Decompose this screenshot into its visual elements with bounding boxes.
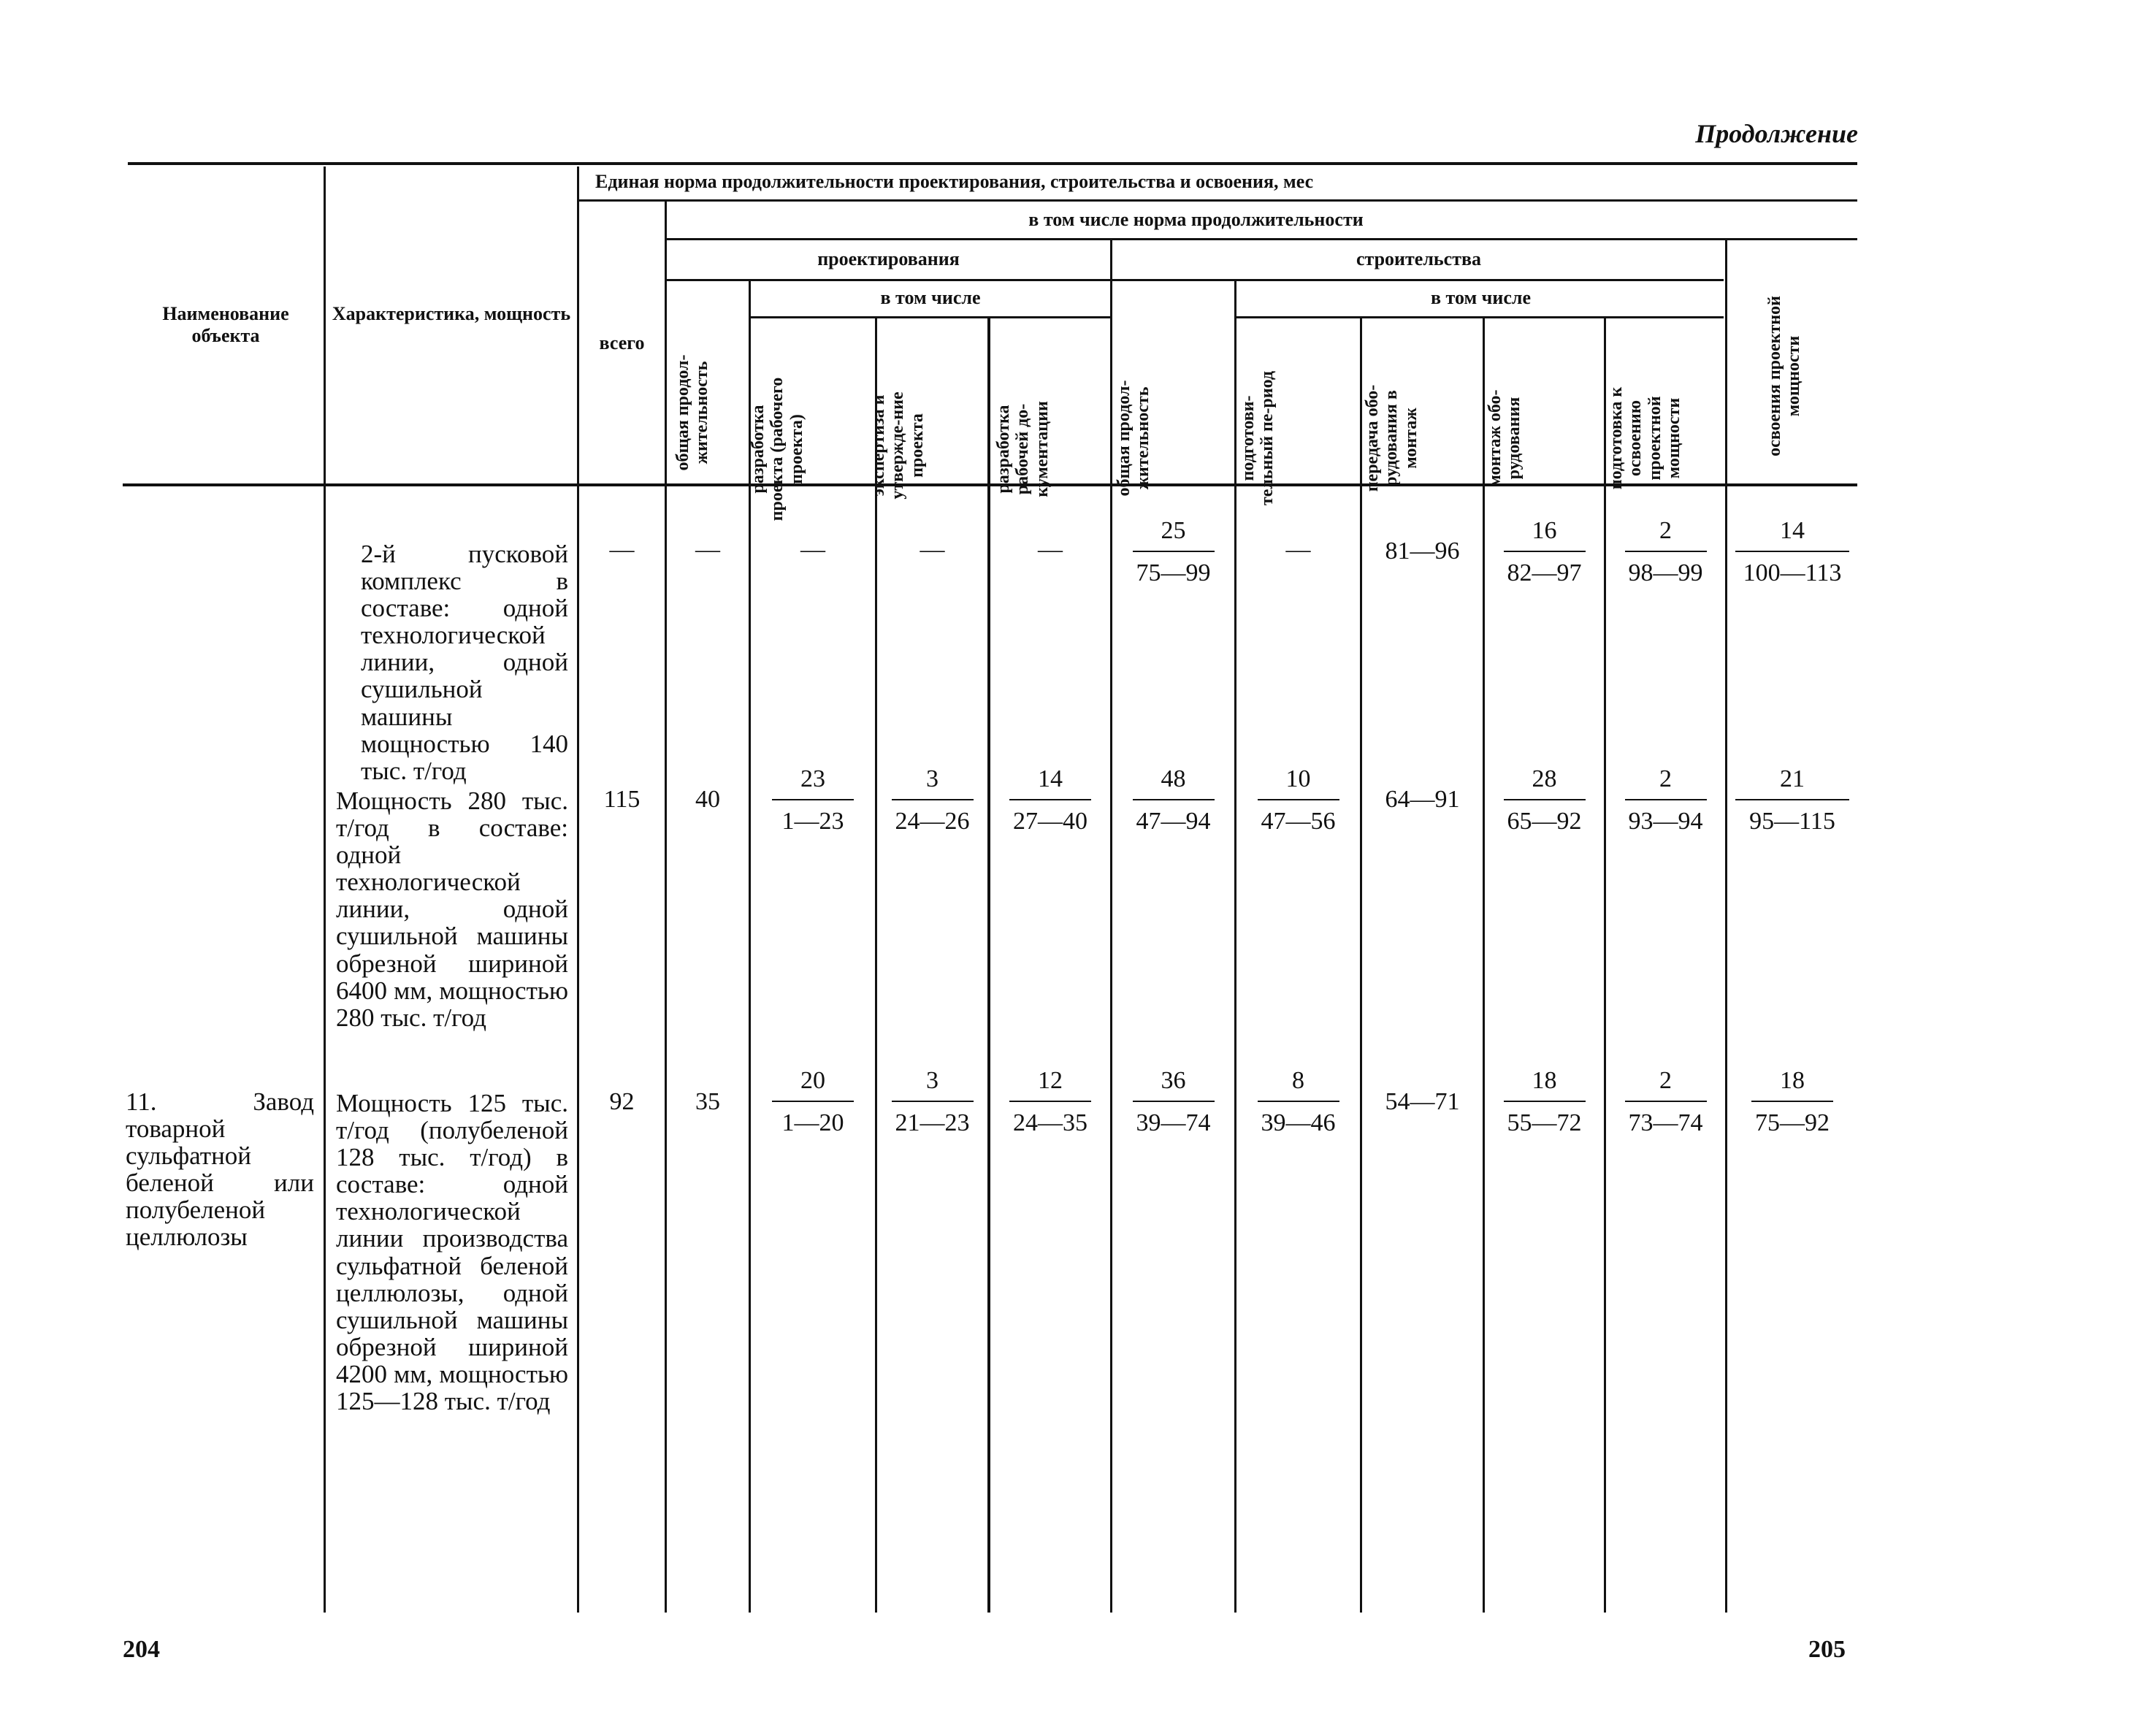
- cell-mastering: 18 75—92: [1727, 1068, 1857, 1136]
- header-design-expertise: экспертиза и утвержде-ние проекта: [869, 391, 927, 500]
- cell-constr-prep: 8 39—46: [1236, 1068, 1360, 1136]
- header-constr-installation: монтаж обо-рудования: [1486, 389, 1524, 487]
- header-including-design: в том числе: [880, 287, 981, 308]
- cell-constr-installation: 18 55—72: [1485, 1068, 1604, 1136]
- cell-constr-equipment-transfer: 64—91: [1385, 786, 1460, 813]
- cell-design-project: 20 1—20: [751, 1068, 875, 1136]
- cell-design-project: 23 1—23: [751, 767, 875, 834]
- header-constr-prep: подготови-тельный пе-риод: [1239, 370, 1277, 506]
- cell-total: 92: [609, 1088, 635, 1115]
- cell-constr-installation: 16 82—97: [1485, 519, 1604, 586]
- row-characteristic: 2-й пусковой комплекс в составе: одной технологической линии, одной сушильной машины мощностью 140 тыс. т/год: [361, 540, 568, 785]
- cell-mastering: 21 95—115: [1727, 767, 1857, 834]
- header-including-construction: в том числе: [1431, 287, 1531, 308]
- cell-constr-equipment-transfer: 81—96: [1385, 538, 1460, 565]
- cell-constr-prep-mastering: 2 98—99: [1606, 519, 1725, 586]
- cell-design-project: —: [800, 536, 825, 563]
- row-characteristic: Мощность 280 тыс. т/год в составе: одной технологической линии, одной сушильной машины обрезной шириной 6400 мм, мощностью 280 тыс. т/год: [336, 787, 568, 1032]
- header-constr-equipment-transfer: передача обо-рудования в монтаж: [1363, 384, 1421, 492]
- header-characteristic: Характеристика, мощность: [332, 303, 571, 324]
- object-name: 11. Завод товарной сульфатной беленой или полубеленой целлюлозы: [126, 1087, 314, 1252]
- cell-constr-prep-mastering: 2 93—94: [1606, 767, 1725, 834]
- cell-total: —: [609, 536, 635, 563]
- cell-design-expertise: —: [920, 536, 945, 563]
- header-unified-norm: Единая норма продолжительности проектирования, строительства и освоения, мес: [595, 171, 1314, 192]
- cell-constr-equipment-transfer: 54—71: [1385, 1088, 1460, 1115]
- cell-design-expertise: 3 24—26: [877, 767, 987, 834]
- header-construction: строительства: [1356, 248, 1482, 269]
- header-object-name: Наименование объекта: [162, 303, 289, 346]
- cell-design-total: —: [695, 536, 720, 563]
- header-design-total: общая продол-жительность: [673, 354, 712, 471]
- header-constr-prep-mastering: подготовка к освоению проектной мощности: [1607, 386, 1684, 490]
- header-including-norm: в том числе норма продолжительности: [1028, 209, 1364, 230]
- row-characteristic: Мощность 125 тыс. т/год (полубеленой 128 тыс. т/год) в составе: одной технологической линии производства сульфатной беленой целлюлозы, одной сушильной машины обрезной шириной 4200 мм, мощностью 125—128 тыс. т/год: [336, 1089, 568, 1416]
- continuation-label: Продолжение: [1695, 119, 1858, 148]
- cell-design-workdocs: —: [1038, 536, 1063, 563]
- header-mastering: освоения проектной мощности: [1765, 296, 1804, 456]
- cell-design-total: 35: [695, 1088, 720, 1115]
- cell-constr-total: 25 75—99: [1112, 519, 1234, 586]
- header-design-workdocs: разработка рабочей до-кументации: [994, 401, 1052, 497]
- cell-design-workdocs: 12 24—35: [990, 1068, 1110, 1136]
- cell-constr-total: 36 39—74: [1112, 1068, 1234, 1136]
- page-number-left: 204: [123, 1636, 160, 1663]
- cell-constr-prep: 10 47—56: [1236, 767, 1360, 834]
- cell-mastering: 14 100—113: [1727, 519, 1857, 586]
- cell-total: 115: [603, 786, 641, 813]
- cell-constr-prep-mastering: 2 73—74: [1606, 1068, 1725, 1136]
- cell-constr-prep: —: [1285, 536, 1311, 563]
- cell-design-expertise: 3 21—23: [877, 1068, 987, 1136]
- header-design-project: разработка проекта (рабочего проекта): [749, 377, 806, 521]
- cell-design-workdocs: 14 27—40: [990, 767, 1110, 834]
- cell-constr-installation: 28 65—92: [1485, 767, 1604, 834]
- cell-constr-total: 48 47—94: [1112, 767, 1234, 834]
- header-constr-total: общая продол-жительность: [1115, 380, 1153, 497]
- cell-design-total: 40: [695, 786, 720, 813]
- page-number-right: 205: [1808, 1636, 1846, 1663]
- header-total: всего: [599, 332, 645, 353]
- header-design: проектирования: [817, 248, 960, 269]
